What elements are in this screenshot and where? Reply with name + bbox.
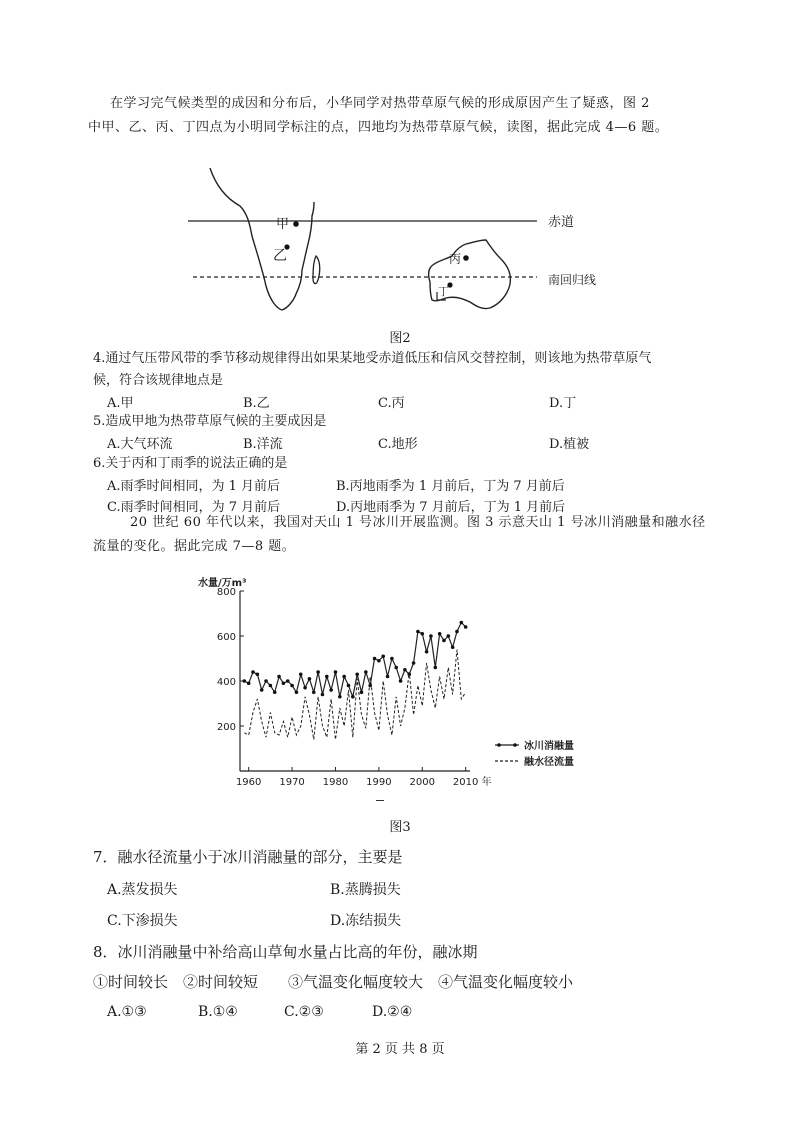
series-point xyxy=(347,684,351,688)
q7-option-a: A.蒸发损失 xyxy=(107,882,178,898)
equator-label: 赤道 xyxy=(548,215,575,230)
q5-option-b: B.洋流 xyxy=(243,437,283,452)
point-bing-label: 丙 xyxy=(449,252,462,266)
series-point xyxy=(256,672,260,676)
q6-option-d: D.丙地雨季为 7 月前后，丁为 1 月前后 xyxy=(336,500,566,515)
series-point xyxy=(447,634,451,638)
series-point xyxy=(295,690,299,694)
q8-option-d: D.②④ xyxy=(372,1004,413,1020)
series-point xyxy=(442,639,446,643)
series-point xyxy=(316,670,320,674)
series-point xyxy=(277,675,281,679)
series-point xyxy=(325,675,329,679)
point-bing-dot xyxy=(463,255,469,261)
intro-line-2: 中甲、乙、丙、丁四点为小明同学标注的点，四地均为热带草原气候，读图，据此完成 4—6 题。 xyxy=(88,120,669,135)
point-jia-label: 甲 xyxy=(276,217,290,232)
series-point xyxy=(403,668,407,672)
x-tick-label: 2000 xyxy=(409,777,435,788)
q7-option-b: B.蒸腾损失 xyxy=(330,882,401,898)
point-jia-dot xyxy=(293,221,299,227)
series-point xyxy=(360,690,364,694)
series-point xyxy=(416,630,420,634)
q5-option-c: C.地形 xyxy=(378,437,418,452)
q4-option-c: C.丙 xyxy=(378,396,405,411)
series-point xyxy=(247,681,251,685)
series-line-0 xyxy=(244,623,465,697)
x-tick-label: 1970 xyxy=(279,777,305,788)
legend-label-1: 融水径流量 xyxy=(524,757,574,768)
series-point xyxy=(425,650,429,654)
x-axis-unit-label: 年 xyxy=(481,777,492,788)
series-point xyxy=(460,621,464,625)
q4-option-b: B.乙 xyxy=(243,396,270,411)
y-tick-label: 400 xyxy=(216,677,236,688)
series-point xyxy=(342,675,346,679)
legend-swatch-dot xyxy=(513,743,517,747)
series-point xyxy=(286,679,290,683)
series-point xyxy=(399,679,403,683)
legend-swatch-dot xyxy=(497,743,501,747)
series-point xyxy=(373,657,377,661)
x-tick-label: 2010 xyxy=(452,777,479,788)
legend-label-0: 冰川消融量 xyxy=(524,741,574,752)
series-point xyxy=(329,688,333,692)
intro2-line-1: 20 世纪 60 年代以来，我国对天山 1 号冰川开展监测。图 3 示意天山 1 号冰川消融量和融水径 xyxy=(130,515,706,530)
series-point xyxy=(290,684,294,688)
series-point xyxy=(264,679,268,683)
series-point xyxy=(251,670,255,674)
tropic-label: 南回归线 xyxy=(548,273,597,287)
q6-option-a: A.雨季时间相同，为 1 月前后 xyxy=(107,479,281,494)
africa-outline xyxy=(210,168,314,310)
q5-option-d: D.植被 xyxy=(549,437,590,452)
figure-3-caption: 图3 xyxy=(389,820,411,835)
series-point xyxy=(269,684,273,688)
figure-2-caption: 图2 xyxy=(389,331,411,346)
q5-option-a: A.大气环流 xyxy=(107,437,173,452)
figure-3-chart xyxy=(180,566,620,810)
q6-option-b: B.丙地雨季为 1 月前后，丁为 7 月前后 xyxy=(336,479,565,494)
series-point xyxy=(338,695,342,699)
series-point xyxy=(364,670,368,674)
q7-stem: 7．融水径流量小于冰川消融量的部分，主要是 xyxy=(93,848,403,866)
q5-stem: 5.造成甲地为热带草原气候的主要成因是 xyxy=(93,414,327,429)
y-tick-label: 200 xyxy=(216,722,236,733)
intro2-line-2: 流量的变化。据此完成 7—8 题。 xyxy=(93,539,296,554)
x-tick-label: 1960 xyxy=(235,777,262,788)
q4-option-a: A.甲 xyxy=(107,396,134,411)
series-point xyxy=(299,672,303,676)
point-yi-label: 乙 xyxy=(273,248,287,264)
series-point xyxy=(312,690,316,694)
series-point xyxy=(260,688,264,692)
series-point xyxy=(351,695,355,699)
series-point xyxy=(455,630,459,634)
madagascar-outline xyxy=(313,256,320,284)
point-ding-label: 丁 xyxy=(438,285,449,298)
y-tick-label: 600 xyxy=(216,632,236,643)
q8-stem: 8．冰川消融量中补给高山草甸水量占比高的年份，融冰期 xyxy=(93,943,478,961)
series-point xyxy=(308,677,312,681)
series-point xyxy=(355,672,359,676)
x-tick-label: 1990 xyxy=(366,777,392,788)
series-point xyxy=(386,675,390,679)
series-point xyxy=(303,686,307,690)
series-point xyxy=(412,661,416,665)
series-point xyxy=(451,645,455,649)
series-point xyxy=(243,679,247,683)
series-point xyxy=(390,657,394,661)
series-point xyxy=(438,632,442,636)
series-point xyxy=(464,625,468,629)
q8-option-b: B.①④ xyxy=(198,1004,238,1020)
q8-statements: ①时间较长 ②时间较短 ③气温变化幅度较大 ④气温变化幅度较小 xyxy=(93,973,574,991)
q7-option-d: D.冻结损失 xyxy=(330,913,402,929)
series-point xyxy=(321,693,325,697)
series-point xyxy=(420,632,424,636)
series-point xyxy=(377,659,381,663)
q6-option-c: C.雨季时间相同，为 7 月前后 xyxy=(107,500,281,515)
series-point xyxy=(394,666,398,670)
q8-option-a: A.①③ xyxy=(107,1004,147,1020)
series-point xyxy=(334,670,338,674)
q4-option-d: D.丁 xyxy=(549,396,577,411)
series-point xyxy=(282,681,286,685)
chart-stray-mark xyxy=(376,800,384,801)
q4-stem-line-1: 4.通过气压带风带的季节移动规律得出如果某地受赤道低压和信风交替控制，则该地为热带草原气 xyxy=(93,351,652,366)
series-point xyxy=(273,690,277,694)
page-footer: 第 2 页 共 8 页 xyxy=(355,1042,445,1057)
q6-stem: 6.关于丙和丁雨季的说法正确的是 xyxy=(93,456,288,471)
series-point xyxy=(429,634,433,638)
q8-option-c: C.②③ xyxy=(284,1004,324,1020)
y-axis-label: 水量/万m³ xyxy=(198,578,247,589)
series-point xyxy=(381,654,385,658)
series-line-1 xyxy=(244,650,465,740)
y-tick-label: 800 xyxy=(216,587,236,598)
series-point xyxy=(433,666,437,670)
figure-2-map xyxy=(0,150,800,350)
x-tick-label: 1980 xyxy=(322,777,349,788)
q7-option-c: C.下渗损失 xyxy=(107,913,178,929)
intro-line-1: 在学习完气候类型的成因和分布后，小华同学对热带草原气候的形成原因产生了疑惑，图 2 xyxy=(110,96,650,111)
q4-stem-line-2: 候，符合该规律地点是 xyxy=(93,373,224,388)
